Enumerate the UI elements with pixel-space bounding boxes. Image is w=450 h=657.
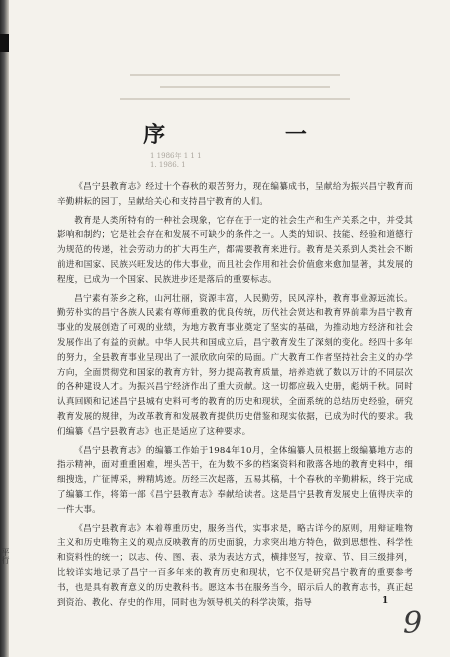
bleed-through-line xyxy=(130,74,340,76)
preface-body xyxy=(57,180,413,614)
faded-line: 1 1986年 1 1 1 xyxy=(150,152,202,160)
edge-text: 平行 xyxy=(1,548,10,564)
page-title: 序 一 xyxy=(143,123,363,148)
paragraph: 《昌宁县教育志》经过十个春秋的艰苦努力，现在编纂成书，呈献给为振兴昌宁教育而辛勤耕耘的园丁，呈献给关心和支持昌宁教育的人们。 xyxy=(57,182,413,207)
page-number: 1 xyxy=(382,596,389,606)
bleed-through-line xyxy=(160,86,330,88)
paragraph: 《昌宁县教育志》本着尊重历史，服务当代，实事求是，略古详今的原则，用辩证唯物主义和历史唯物主义的观点反映教育的历史面貌，力求突出地方特色，做到思想性、科学性和资料性的统一；以志、传、图、表、录为表达方式，横排竖写，按章、节、目三级排列，比较详实地记录了昌宁一百多年来的教育历史和现状，它不仅是研究昌宁教育的重要参考书，也是具有教育意义的历史教科书。愿这本书在服务当今，昭示后人的教育志书，真正起到资治、教化、存史的作用，同时也为领导机关的科学决策，指导 xyxy=(57,523,413,608)
binding-mark xyxy=(0,34,9,52)
handwritten-number: 9 xyxy=(403,606,423,641)
bleed-through-line xyxy=(120,98,350,100)
paragraph: 教育是人类所特有的一种社会现象，它存在于一定的社会生产和生产关系之中，并受其影响和制约；它是社会存在和发展不可缺少的条件之一。人类的知识、技能、经验和道德行为规范的传递，社会劳动力的扩大再生产，都需要教育来进行。教育是关系到人类社会不断前进和国家、民族兴旺发达的伟大事业，而且社会作用和社会价值愈来愈加显著，其发展的程度，已成为一个国家、民族进步还是落后的重要标志。 xyxy=(57,215,413,285)
faded-line: 1. 1986. 1 xyxy=(150,161,186,169)
faded-annotation xyxy=(150,152,202,170)
paragraph: 《昌宁县教育志》的编纂工作始于1984年10月，全体编纂人员根据上级编纂地方志的指示精神，面对重重困难，埋头苦干，在为数不多的档案资料和散落各地的教育史料中，细细搜选，广征博采，辨精鸠迹。历经三次起落，五易其稿，十个春秋的辛勤耕耘，终于完成了编纂工作，将第一部《昌宁县教育志》奉献给读者。这是昌宁县教育发展史上值得庆幸的一件大事。 xyxy=(57,445,413,515)
paragraph: 昌宁素有茶乡之称，山河壮丽，资源丰富，人民勤劳，民风淳朴，教育事业源远流长。勤劳朴实的昌宁各族人民素有尊师重教的优良传统，历代社会贤达和教育界前辈为昌宁教育事业的发展创造了可观的业绩，为地方教育事业奠定了坚实的基础，为推动地方经济和社会发展作出了有益的贡献。中华人民共和国成立后，昌宁教育发生了深刻的变化。经四十多年的努力，全县教育事业呈现出了一派欣欣向荣的局面。广大教育工作者坚持社会主义的办学方向，全面贯彻党和国家的教育方针，努力提高教育质量，培养造就了数以万计的不同层次的各种建设人才。为振兴昌宁经济作出了重大贡献。这一切都应载入史册，彪炳千秋。同时认真回顾和记述昌宁县城有史料可考的教育的历史和现状，全面系统的总结历史经验，研究教育发展的规律，为改革教育和发展教育提供历史借鉴和现实依据，已成为时代的要求。我们编纂《昌宁县教育志》也正是适应了这种要求。 xyxy=(57,293,413,437)
